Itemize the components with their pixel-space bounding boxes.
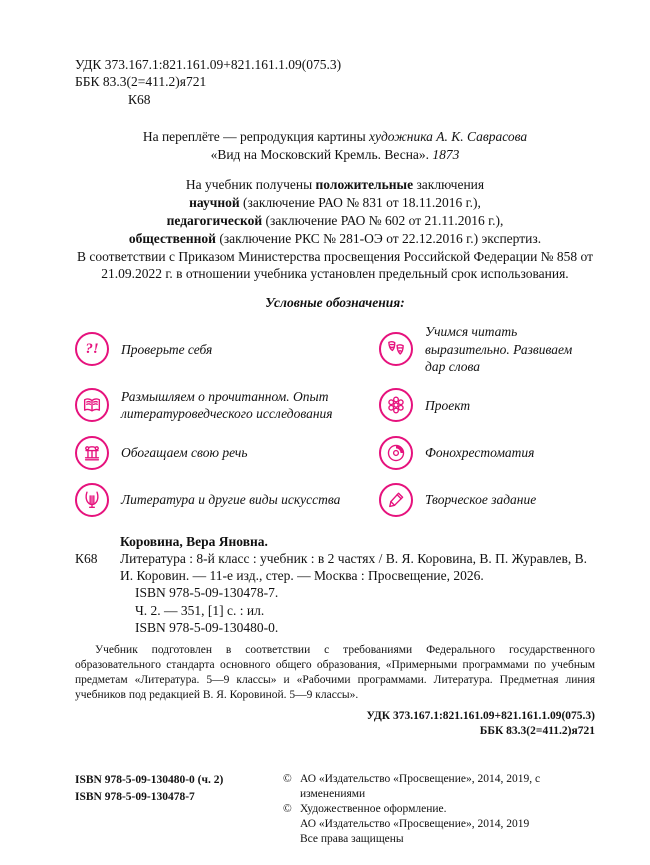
legend-item-label: Проверьте себя [121, 341, 213, 357]
expertise-text: На учебник получены [185, 177, 316, 193]
copyright-symbol [283, 817, 300, 832]
legend-item [75, 388, 353, 423]
cover-note [75, 128, 595, 164]
copyright-text: Художественное оформление. [300, 802, 447, 815]
legend-item-label: Учимся читать выразительно. Развиваем дар слова [425, 324, 573, 374]
legend-item [75, 436, 353, 470]
standards-note: Учебник подготовлен в соответствии с требованиями Федерального государственного образовательного стандарта основного общего образования, «Примерными программами по учебным предметам «Литература. 5—9 классы» и «Рабочими программами. Литература. Предметная линия учебников под редакцией В. Я. Коровиной. 5—9 классы». [75, 644, 595, 702]
question-exclamation-glyph: ?! [85, 340, 99, 357]
theater-masks-icon [379, 332, 413, 366]
legend-item [379, 483, 595, 517]
legend-item [75, 483, 353, 517]
legend-item-label: Творческое задание [425, 491, 537, 507]
legend [75, 323, 595, 516]
legend-item [379, 388, 595, 423]
copyright-row [283, 772, 595, 802]
legend-item-label: Обогащаем свою речь [121, 444, 248, 460]
copyright-row [283, 802, 595, 817]
footer-isbn-1: ISBN 978-5-09-130480-0 (ч. 2) [75, 774, 224, 786]
copyright-text: Все права защищены [300, 832, 404, 845]
pencil-icon [379, 483, 413, 517]
expertise-bold: общественной [128, 230, 216, 246]
copyright-row [283, 832, 595, 847]
catalog-entry [75, 550, 595, 585]
udk-bottom-line: УДК 373.167.1:821.161.09+821.161.1.09(075.3) [366, 709, 595, 722]
footer-isbn-2: ISBN 978-5-09-130478-7 [75, 790, 195, 803]
catalog-description: Литература : 8-й класс : учебник : в 2 частях / В. Я. Коровина, В. П. Журавлев, В. И. Коровин. — 11-е изд., стер. — Москва : Просвещение, 2026. [120, 550, 588, 584]
open-book-icon [75, 388, 109, 422]
copyright-text: АО «Издательство «Просвещение», 2014, 2019, с изменениями [300, 773, 541, 800]
udk-line: УДК 373.167.1:821.161.09+821.161.1.09(075.3) [75, 57, 342, 72]
lyre-icon [75, 483, 109, 517]
catalog-code: К68 [75, 550, 98, 566]
flower-icon [379, 388, 413, 422]
expertise-bold: положительные [315, 177, 414, 193]
expertise-note [75, 176, 595, 283]
expertise-order-text: В соответствии с Приказом Министерства просвещения Российской Федерации № 858 от 21.09.2022 г. в отношении учебника установлен предельный срок использования. [76, 248, 594, 282]
udk-bbk-bottom [75, 709, 595, 740]
column-icon [75, 436, 109, 470]
legend-item-label: Проект [425, 397, 471, 413]
bbk-line: ББК 83.3(2=411.2)я721 [75, 74, 207, 90]
header-codes [75, 56, 595, 108]
isbn-line: ISBN 978-5-09-130478-7. [135, 585, 279, 601]
legend-item-label: Фонохрестоматия [425, 444, 535, 460]
expertise-text: заключения [413, 177, 485, 193]
cover-note-text: На переплёте — репродукция картины [142, 128, 370, 144]
isbn-line: ISBN 978-5-09-130480-0. [135, 619, 279, 635]
expertise-text: (заключение РАО № 602 от 21.11.2016 г.), [262, 213, 504, 229]
cover-note-year: 1873 [432, 146, 460, 162]
footer [75, 772, 595, 847]
copyright-symbol [283, 832, 300, 847]
cd-icon [379, 436, 413, 470]
copyright-text: АО «Издательство «Просвещение», 2014, 2019 [300, 817, 530, 830]
copyright-symbol: © [283, 802, 292, 815]
footer-isbn-block [75, 772, 223, 847]
catalog-isbn-block [135, 584, 595, 636]
legend-title: Условные обозначения: [265, 295, 405, 311]
copyright-block [283, 772, 595, 847]
expertise-bold: педагогической [166, 213, 263, 229]
legend-item-label: Литература и другие виды искусства [121, 491, 341, 507]
question-exclamation-icon [75, 332, 109, 366]
cover-note-painting: «Вид на Московский Кремль. Весна». [210, 146, 433, 162]
catalog-code-line: К68 [128, 91, 151, 107]
catalog-card [75, 533, 595, 637]
bbk-bottom-line: ББК 83.3(2=411.2)я721 [479, 725, 595, 738]
legend-item [75, 323, 353, 375]
copyright-symbol: © [283, 773, 292, 785]
expertise-text: (заключение РАО № 831 от 18.11.2016 г.), [239, 195, 481, 211]
expertise-bold: научной [189, 195, 240, 211]
legend-item [379, 323, 595, 375]
catalog-author: Коровина, Вера Яновна. [120, 533, 268, 549]
copyright-row [283, 817, 595, 832]
part-line: Ч. 2. — 351, [1] с. : ил. [135, 602, 265, 618]
cover-note-artist: художника А. К. Саврасова [369, 128, 528, 144]
expertise-text: (заключение РКС № 281-ОЭ от 22.12.2016 г.) экспертиз. [215, 230, 542, 246]
legend-item-label: Размышляем о прочитанном. Опыт литературоведческого исследования [121, 389, 333, 422]
legend-item [379, 436, 595, 470]
